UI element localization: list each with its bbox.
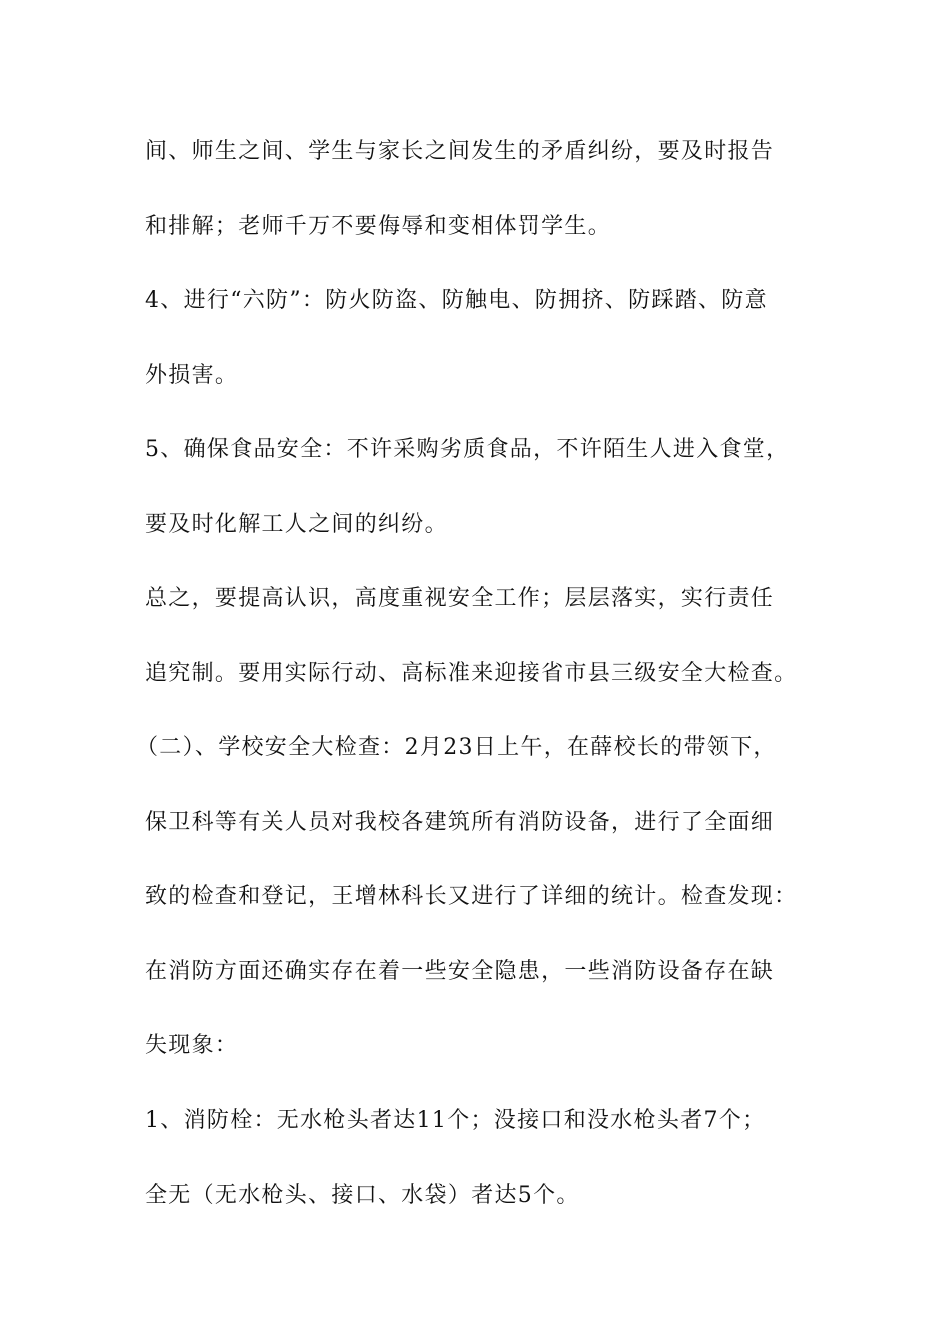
text-line: 4、进行“六防”：防火防盗、防触电、防拥挤、防踩踏、防意 <box>145 288 768 313</box>
text-line: 间、师生之间、学生与家长之间发生的矛盾纠纷，要及时报告 <box>145 139 775 164</box>
text-line: 总之，要提高认识，高度重视安全工作；层层落实，实行责任 <box>145 586 775 611</box>
section-heading-line: （二）、学校安全大检查：2月23日上午，在薛校长的带领下， <box>136 735 777 760</box>
text-line: 全无（无水枪头、接口、水袋）者达5个。 <box>145 1183 580 1208</box>
text-line: 保卫科等有关人员对我校各建筑所有消防设备，进行了全面细 <box>145 810 775 835</box>
text-line: 失现象： <box>145 1033 239 1058</box>
text-line: 在消防方面还确实存在着一些安全隐患，一些消防设备存在缺 <box>145 959 775 984</box>
text-line: 致的检查和登记，王增林科长又进行了详细的统计。检查发现： <box>145 884 798 909</box>
text-line: 要及时化解工人之间的纠纷。 <box>145 512 448 537</box>
text-line: 外损害。 <box>145 363 239 388</box>
text-line: 1、消防栓：无水枪头者达11个；没接口和没水枪头者7个； <box>145 1108 766 1133</box>
text-line: 5、确保食品安全：不许采购劣质食品，不许陌生人进入食堂， <box>145 437 790 462</box>
text-line: 追究制。要用实际行动、高标准来迎接省市县三级安全大检查。 <box>145 661 798 686</box>
text-line: 和排解；老师千万不要侮辱和变相体罚学生。 <box>145 214 612 239</box>
